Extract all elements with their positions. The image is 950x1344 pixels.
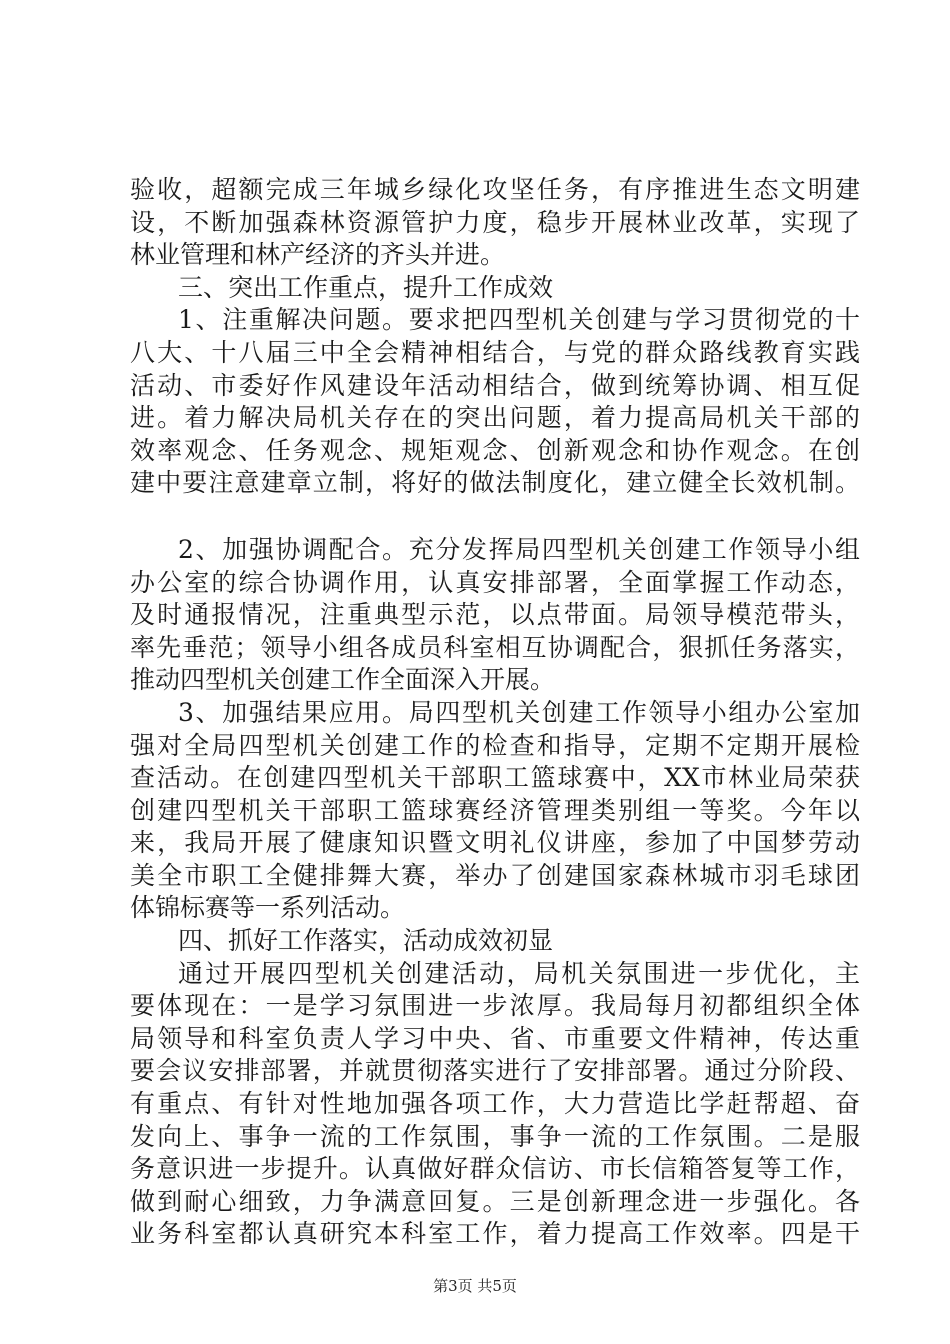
text-line: 局领导和科室负责人学习中央、省、市重要文件精神，传达重 <box>130 1023 860 1053</box>
text-line: 进。着力解决局机关存在的突出问题，着力提高局机关干部的 <box>130 403 860 433</box>
text-line: 有重点、有针对性地加强各项工作，大力营造比学赶帮超、奋 <box>130 1089 860 1119</box>
text-line: 推动四型机关创建工作全面深入开展。 <box>130 665 556 695</box>
text-line: 林业管理和林产经济的齐头并进。 <box>130 240 506 270</box>
text-line: 验收，超额完成三年城乡绿化攻坚任务，有序推进生态文明建 <box>130 175 860 204</box>
paragraph-continuation <box>130 174 860 272</box>
section-heading-3: 三、突出工作重点，提升工作成效 <box>178 272 554 302</box>
text-line: 创建四型机关干部职工篮球赛经济管理类别组一等奖。今年以 <box>130 795 860 825</box>
document-body <box>130 174 860 1251</box>
paragraph-item-3 <box>130 697 860 925</box>
text-line: 通过开展四型机关创建活动，局机关氛围进一步优化，主 <box>178 958 860 988</box>
text-line: 八大、十八届三中全会精神相结合，与党的群众路线教育实践 <box>130 337 860 367</box>
text-line: 设，不断加强森林资源管护力度，稳步开展林业改革，实现了 <box>130 207 860 237</box>
section-heading-4: 四、抓好工作落实，活动成效初显 <box>178 926 554 956</box>
text-line: 建中要注意建章立制，将好的做法制度化，建立健全长效机制。 <box>130 468 860 498</box>
text-line: 体锦标赛等一系列活动。 <box>130 893 406 923</box>
text-line: 及时通报情况，注重典型示范，以点带面。局领导模范带头， <box>130 600 860 630</box>
text-line: 1、注重解决问题。要求把四型机关创建与学习贯彻党的十 <box>178 305 860 335</box>
text-line: 要体现在：一是学习氛围进一步浓厚。我局每月初都组织全体 <box>130 991 860 1021</box>
page-number-footer: 第3页 共5页 <box>433 1277 517 1295</box>
text-line: 务意识进一步提升。认真做好群众信访、市长信箱答复等工作， <box>130 1154 860 1184</box>
text-line: 发向上、事争一流的工作氛围，事争一流的工作氛围。二是服 <box>130 1121 860 1151</box>
text-line: 活动、市委好作风建设年活动相结合，做到统筹协调、相互促 <box>130 370 860 400</box>
paragraph-item-1 <box>130 304 860 500</box>
text-line: 业务科室都认真研究本科室工作，着力提高工作效率。四是干 <box>130 1219 860 1249</box>
paragraph-results <box>130 958 860 1251</box>
text-line: 办公室的综合协调作用，认真安排部署，全面掌握工作动态， <box>130 567 860 597</box>
text-line: 率先垂范；领导小组各成员科室相互协调配合，狠抓任务落实， <box>130 632 860 662</box>
text-line: 查活动。在创建四型机关干部职工篮球赛中，XX市林业局荣获 <box>130 763 860 793</box>
text-line: 来，我局开展了健康知识暨文明礼仪讲座，参加了中国梦劳动 <box>130 828 860 858</box>
text-line: 2、加强协调配合。充分发挥局四型机关创建工作领导小组 <box>178 534 860 564</box>
text-line: 美全市职工全健排舞大赛，举办了创建国家森林城市羽毛球团 <box>130 860 860 890</box>
paragraph-item-2 <box>130 534 860 697</box>
text-line: 3、加强结果应用。局四型机关创建工作领导小组办公室加 <box>178 697 860 727</box>
text-line: 要会议安排部署，并就贯彻落实进行了安排部署。通过分阶段、 <box>130 1056 860 1086</box>
text-line: 强对全局四型机关创建工作的检查和指导，定期不定期开展检 <box>130 730 860 760</box>
text-line: 效率观念、任务观念、规矩观念、创新观念和协作观念。在创 <box>130 435 860 465</box>
paragraph-gap <box>130 500 860 534</box>
text-line: 做到耐心细致，力争满意回复。三是创新理念进一步强化。各 <box>130 1186 860 1216</box>
